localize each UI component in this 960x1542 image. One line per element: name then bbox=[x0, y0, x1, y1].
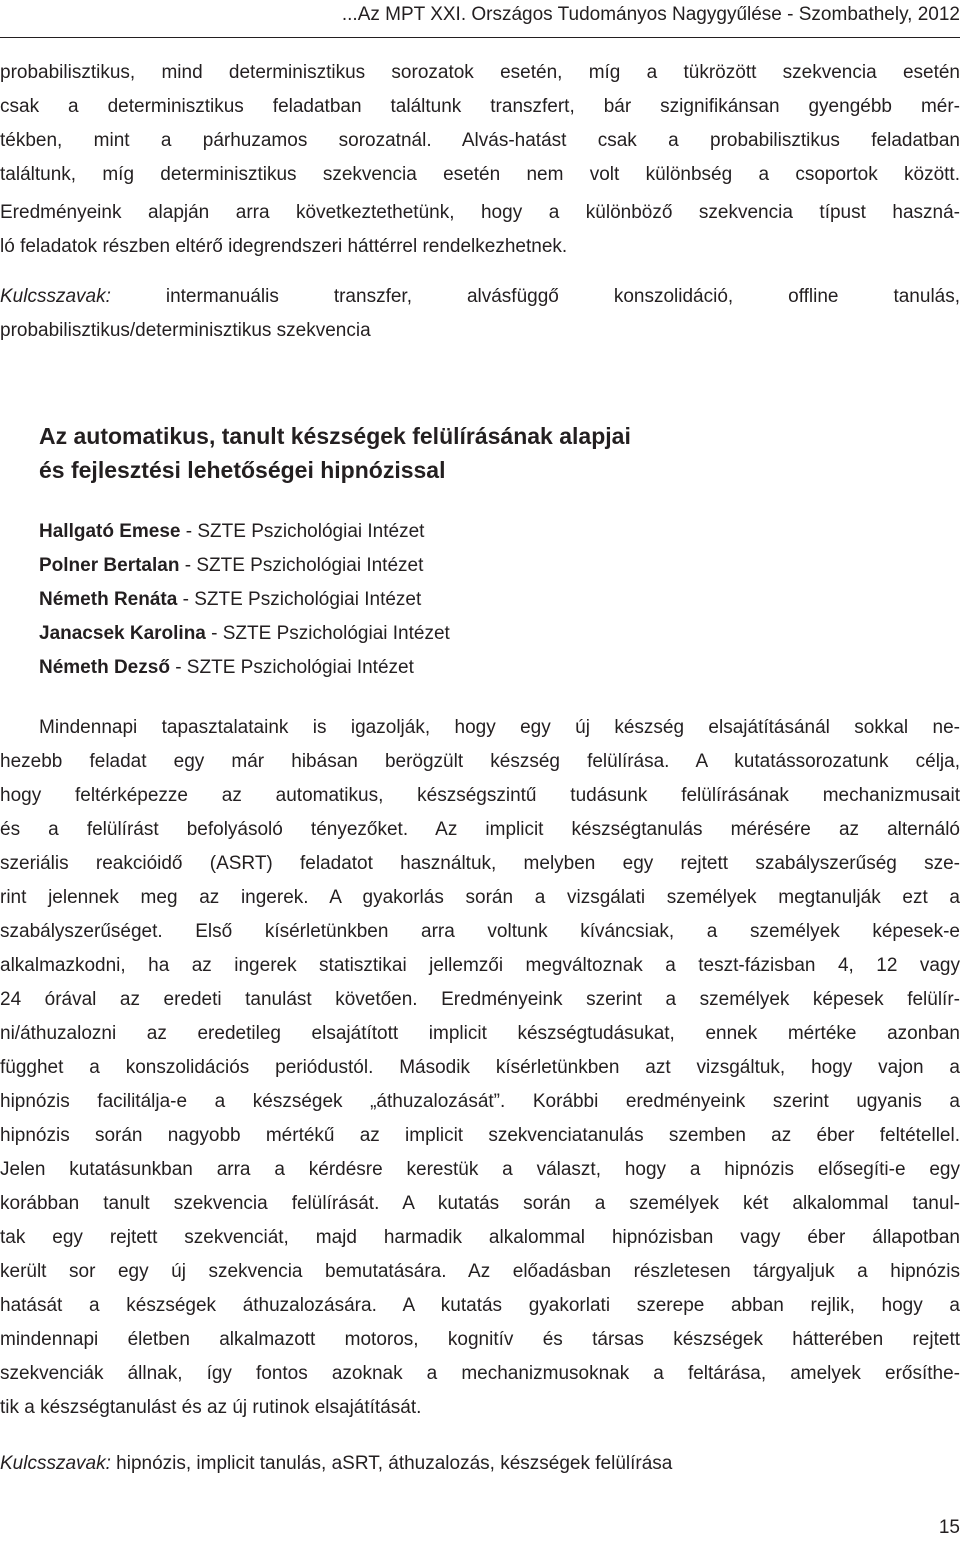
author-entry bbox=[39, 549, 423, 583]
text-line: hezebb feladat egy már hibásan berögzült készség felülírása. A kutatássorozatunk célja, bbox=[0, 751, 960, 772]
author-name: Németh Renáta bbox=[39, 589, 178, 610]
author-name: Hallgató Emese bbox=[39, 521, 181, 542]
text-line: tak egy rejtett szekvenciát, majd harmadik alkalommal hipnózisban vagy éber állapotban bbox=[0, 1227, 960, 1248]
author-entry bbox=[39, 583, 421, 617]
text-line: szeriális reakcióidő (ASRT) feladatot használtuk, melyben egy rejtett szabályszerűség sze- bbox=[0, 853, 960, 874]
text-line: ni/áthuzalozni az eredetileg elsajátított implicit készségtudásukat, ennek mértéke azonban bbox=[0, 1023, 960, 1044]
author-affiliation: - SZTE Pszichológiai Intézet bbox=[205, 623, 450, 644]
abstract-body bbox=[0, 711, 960, 1425]
text-line: szabályszerűséget. Első kísérletünkben arra voltunk kíváncsiak, a személyek képesek-e bbox=[0, 921, 960, 942]
text-line: tékben, mint a párhuzamos sorozatnál. Alvás-hatást csak a probabilisztikus feladatban bbox=[0, 130, 960, 151]
text-line: találtunk, míg determinisztikus szekvencia esetén nem volt különbség a csoportok között. bbox=[0, 164, 960, 185]
text-line: került sor egy új szekvencia bemutatására. Az előadásban részletesen tárgyaljuk a hipnózis bbox=[0, 1261, 960, 1282]
abstract-title-line: Az automatikus, tanult készségek felülírásának alapjai bbox=[39, 423, 631, 449]
text-line: hatását a készségek áthuzalozására. A kutatás gyakorlati szerepe abban rejlik, hogy a bbox=[0, 1295, 960, 1316]
keywords-line bbox=[0, 280, 960, 314]
running-header: ...Az MPT XXI. Országos Tudományos Nagygyűlése - Szombathely, 2012 bbox=[341, 4, 960, 25]
text-line: hipnózis facilitálja-e a készségek „áthuzalozását”. Korábbi eredményeink szerint ugyanis a bbox=[0, 1091, 960, 1112]
text-line: mindennapi életben alkalmazott motoros, kognitív és társas készségek hátterében rejtett bbox=[0, 1329, 960, 1350]
author-name: Németh Dezső bbox=[39, 657, 170, 678]
text-line: rint jelennek meg az ingerek. A gyakorlás során a vizsgálati személyek megtanulják ezt a bbox=[0, 887, 960, 908]
page-number: 15 bbox=[938, 1517, 960, 1538]
author-affiliation: - SZTE Pszichológiai Intézet bbox=[180, 521, 425, 542]
keywords-label: Kulcsszavak: bbox=[0, 286, 111, 307]
text-line: probabilisztikus, mind determinisztikus sorozatok esetén, míg a tükrözött szekvencia esetén bbox=[0, 62, 960, 83]
author-affiliation: - SZTE Pszichológiai Intézet bbox=[177, 589, 422, 610]
text-line: tik a készségtanulást és az új rutinok elsajátítását. bbox=[0, 1397, 422, 1418]
author-name: Janacsek Karolina bbox=[39, 623, 206, 644]
header-rule bbox=[0, 37, 960, 38]
author-entry bbox=[39, 515, 424, 549]
text-line: hogy feltérképezze az automatikus, készségszintű tudásunk felülírásának mechanizmusait bbox=[0, 785, 960, 806]
text-line: függhet a konszolidációs periódustól. Második kísérletünkben azt vizsgáltuk, hogy vajon a bbox=[0, 1057, 960, 1078]
text-line: csak a determinisztikus feladatban találtunk transzfert, bár szignifikánsan gyengébb mér- bbox=[0, 96, 960, 117]
author-affiliation: - SZTE Pszichológiai Intézet bbox=[179, 555, 424, 576]
author-entry bbox=[39, 651, 414, 685]
text-line: szekvenciák állnak, így fontos azoknak a mechanizmusoknak a feltárása, amelyek erősíthe- bbox=[0, 1363, 960, 1384]
abstract-title-line: és fejlesztési lehetőségei hipnózissal bbox=[39, 457, 446, 483]
keywords-line: probabilisztikus/determinisztikus szekvencia bbox=[0, 320, 371, 341]
text-line: Eredményeink alapján arra következtethetünk, hogy a különböző szekvencia típust haszná- bbox=[0, 202, 960, 223]
keywords-line bbox=[0, 1447, 960, 1481]
keywords-label: Kulcsszavak: bbox=[0, 1453, 111, 1474]
text-line: Jelen kutatásunkban arra a kérdésre kerestük a választ, hogy a hipnózis elősegíti-e egy bbox=[0, 1159, 960, 1180]
text-line: és a felülírást befolyásoló tényezőket. Az implicit készségtanulás mérésére az alternáló bbox=[0, 819, 960, 840]
author-entry bbox=[39, 617, 450, 651]
text-line: 24 órával az eredeti tanulást követően. Eredményeink szerint a személyek képesek felülír- bbox=[0, 989, 960, 1010]
keywords-text: hipnózis, implicit tanulás, aSRT, áthuzalozás, készségek felülírása bbox=[110, 1453, 673, 1474]
text-line: Mindennapi tapasztalataink is igazolják, hogy egy új készség elsajátításánál sokkal ne- bbox=[39, 717, 960, 738]
text-line: alkalmazkodni, ha az ingerek statisztikai jellemzői megváltoznak a teszt-fázisban 4, 12 vagy bbox=[0, 955, 960, 976]
text-line: hipnózis során nagyobb mértékű az implicit szekvenciatanulás szemben az éber feltétellel. bbox=[0, 1125, 960, 1146]
author-affiliation: - SZTE Pszichológiai Intézet bbox=[169, 657, 414, 678]
keywords-text: intermanuális transzfer, alvásfüggő konszolidáció, offline tanulás, bbox=[165, 286, 960, 307]
author-name: Polner Bertalan bbox=[39, 555, 180, 576]
text-line: ló feladatok részben eltérő idegrendszeri háttérrel rendelkezhetnek. bbox=[0, 236, 568, 257]
text-line: korábban tanult szekvencia felülírását. A kutatás során a személyek két alkalommal tanul- bbox=[0, 1193, 960, 1214]
